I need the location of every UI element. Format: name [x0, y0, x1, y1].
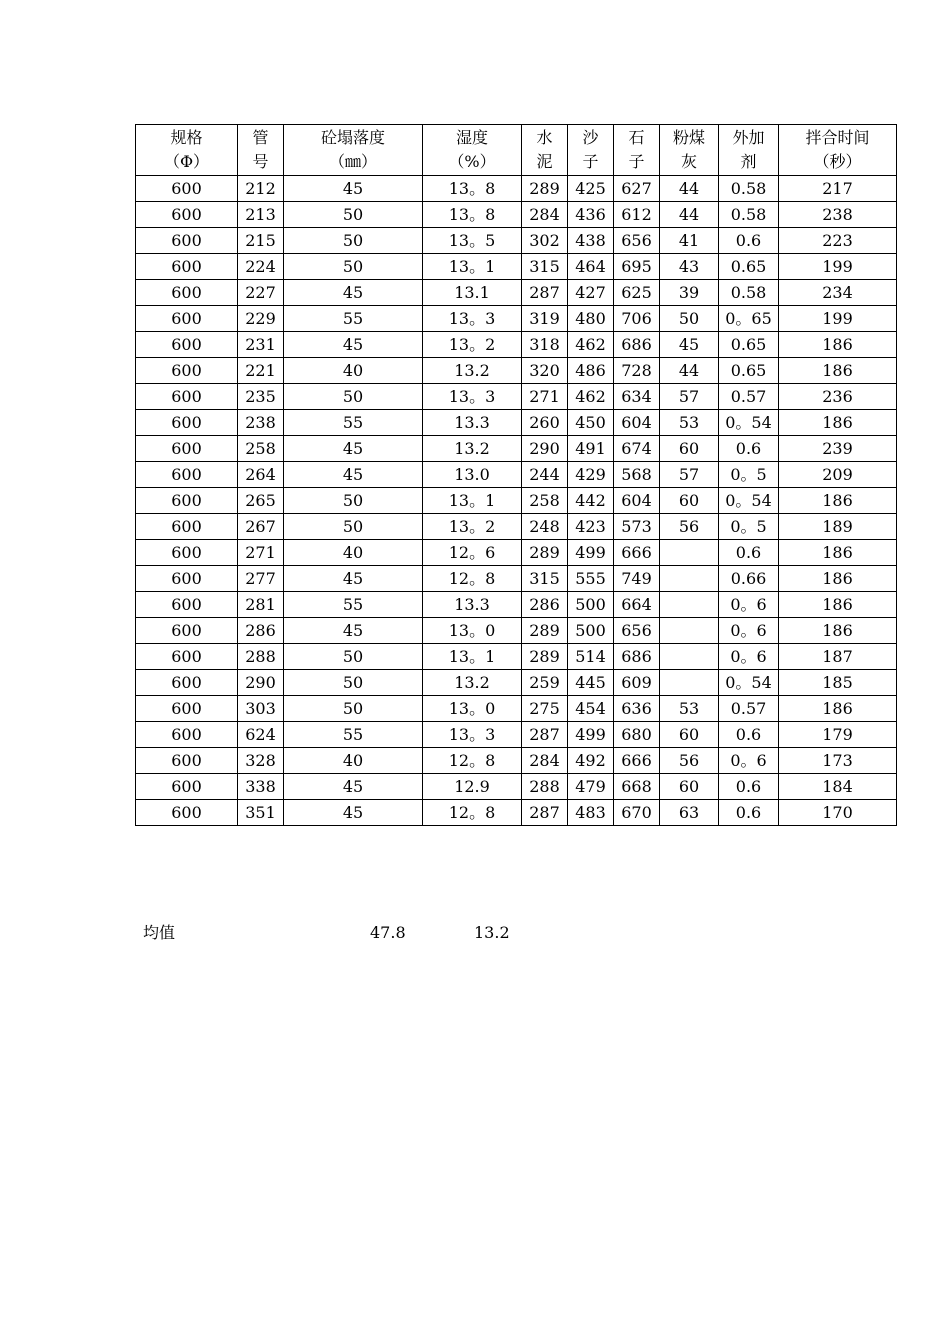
- cell-fly-ash: [660, 540, 719, 566]
- cell-pipe-no: 351: [238, 800, 284, 826]
- cell-humidity: 13.2: [423, 670, 522, 696]
- cell-mixing-time: 217: [779, 176, 897, 202]
- cell-cement: 248: [522, 514, 568, 540]
- cell-sand: 486: [568, 358, 614, 384]
- cell-slump: 50: [284, 696, 423, 722]
- table-row: [136, 384, 897, 410]
- table-row: [136, 176, 897, 202]
- cell-pipe-no: 271: [238, 540, 284, 566]
- cell-fly-ash: 53: [660, 410, 719, 436]
- cell-stone: 568: [614, 462, 660, 488]
- cell-admixture: 0.57: [719, 384, 779, 410]
- cell-humidity: 12.9: [423, 774, 522, 800]
- cell-pipe-no: 624: [238, 722, 284, 748]
- cell-spec: 600: [136, 332, 238, 358]
- cell-cement: 259: [522, 670, 568, 696]
- cell-pipe-no: 288: [238, 644, 284, 670]
- mix-data-table: [135, 124, 897, 826]
- cell-fly-ash: [660, 670, 719, 696]
- header-sand: 沙 子: [568, 125, 614, 176]
- cell-spec: 600: [136, 566, 238, 592]
- cell-cement: 290: [522, 436, 568, 462]
- cell-fly-ash: 44: [660, 176, 719, 202]
- cell-stone: 706: [614, 306, 660, 332]
- cell-admixture: 0.6: [719, 436, 779, 462]
- cell-slump: 45: [284, 800, 423, 826]
- cell-admixture: 0.66: [719, 566, 779, 592]
- header-admixture: 外加 剂: [719, 125, 779, 176]
- cell-sand: 499: [568, 540, 614, 566]
- cell-admixture: 0.6: [719, 774, 779, 800]
- average-humidity: 13.2: [474, 923, 510, 942]
- cell-stone: 656: [614, 618, 660, 644]
- cell-slump: 50: [284, 644, 423, 670]
- cell-stone: 656: [614, 228, 660, 254]
- cell-stone: 627: [614, 176, 660, 202]
- cell-fly-ash: 57: [660, 462, 719, 488]
- cell-stone: 612: [614, 202, 660, 228]
- cell-fly-ash: 53: [660, 696, 719, 722]
- cell-slump: 55: [284, 410, 423, 436]
- cell-pipe-no: 235: [238, 384, 284, 410]
- cell-fly-ash: [660, 644, 719, 670]
- cell-spec: 600: [136, 280, 238, 306]
- cell-mixing-time: 186: [779, 332, 897, 358]
- cell-spec: 600: [136, 254, 238, 280]
- cell-cement: 319: [522, 306, 568, 332]
- cell-mixing-time: 239: [779, 436, 897, 462]
- cell-slump: 45: [284, 436, 423, 462]
- cell-slump: 45: [284, 280, 423, 306]
- cell-pipe-no: 238: [238, 410, 284, 436]
- cell-spec: 600: [136, 722, 238, 748]
- cell-slump: 50: [284, 202, 423, 228]
- cell-slump: 50: [284, 384, 423, 410]
- average-row: [0, 920, 950, 946]
- cell-spec: 600: [136, 592, 238, 618]
- cell-slump: 40: [284, 748, 423, 774]
- cell-spec: 600: [136, 774, 238, 800]
- cell-pipe-no: 212: [238, 176, 284, 202]
- cell-admixture: 0。54: [719, 670, 779, 696]
- cell-humidity: 12。6: [423, 540, 522, 566]
- cell-mixing-time: 173: [779, 748, 897, 774]
- cell-mixing-time: 179: [779, 722, 897, 748]
- cell-humidity: 13.1: [423, 280, 522, 306]
- cell-cement: 284: [522, 748, 568, 774]
- header-stone: 石 子: [614, 125, 660, 176]
- table-row: [136, 540, 897, 566]
- header-slump: 砼塌落度 （㎜）: [284, 125, 423, 176]
- cell-cement: 315: [522, 566, 568, 592]
- cell-cement: 286: [522, 592, 568, 618]
- cell-stone: 604: [614, 488, 660, 514]
- cell-pipe-no: 286: [238, 618, 284, 644]
- table-row: [136, 592, 897, 618]
- cell-sand: 499: [568, 722, 614, 748]
- cell-admixture: 0.57: [719, 696, 779, 722]
- cell-admixture: 0。54: [719, 488, 779, 514]
- cell-spec: 600: [136, 228, 238, 254]
- table-row: [136, 566, 897, 592]
- cell-fly-ash: 56: [660, 748, 719, 774]
- cell-sand: 500: [568, 618, 614, 644]
- cell-stone: 674: [614, 436, 660, 462]
- cell-mixing-time: 238: [779, 202, 897, 228]
- cell-cement: 275: [522, 696, 568, 722]
- cell-fly-ash: [660, 618, 719, 644]
- cell-fly-ash: 56: [660, 514, 719, 540]
- table-row: [136, 514, 897, 540]
- header-pipe-no: 管 号: [238, 125, 284, 176]
- table-row: [136, 202, 897, 228]
- cell-spec: 600: [136, 384, 238, 410]
- cell-pipe-no: 221: [238, 358, 284, 384]
- cell-fly-ash: 60: [660, 722, 719, 748]
- cell-mixing-time: 189: [779, 514, 897, 540]
- cell-fly-ash: [660, 566, 719, 592]
- cell-spec: 600: [136, 514, 238, 540]
- cell-mixing-time: 209: [779, 462, 897, 488]
- cell-spec: 600: [136, 436, 238, 462]
- cell-mixing-time: 186: [779, 540, 897, 566]
- cell-fly-ash: 50: [660, 306, 719, 332]
- cell-humidity: 13。0: [423, 618, 522, 644]
- cell-humidity: 13.2: [423, 436, 522, 462]
- header-cement: 水 泥: [522, 125, 568, 176]
- cell-mixing-time: 185: [779, 670, 897, 696]
- cell-fly-ash: 60: [660, 436, 719, 462]
- cell-slump: 45: [284, 176, 423, 202]
- table-row: [136, 644, 897, 670]
- cell-cement: 287: [522, 722, 568, 748]
- cell-sand: 438: [568, 228, 614, 254]
- table-row: [136, 254, 897, 280]
- cell-cement: 289: [522, 618, 568, 644]
- cell-admixture: 0.65: [719, 332, 779, 358]
- cell-pipe-no: 231: [238, 332, 284, 358]
- cell-cement: 289: [522, 644, 568, 670]
- cell-mixing-time: 199: [779, 254, 897, 280]
- cell-fly-ash: 60: [660, 488, 719, 514]
- table-row: [136, 228, 897, 254]
- cell-mixing-time: 236: [779, 384, 897, 410]
- cell-mixing-time: 234: [779, 280, 897, 306]
- cell-spec: 600: [136, 540, 238, 566]
- cell-humidity: 13。1: [423, 488, 522, 514]
- cell-sand: 445: [568, 670, 614, 696]
- cell-stone: 573: [614, 514, 660, 540]
- cell-humidity: 13。5: [423, 228, 522, 254]
- cell-pipe-no: 290: [238, 670, 284, 696]
- cell-sand: 436: [568, 202, 614, 228]
- cell-pipe-no: 224: [238, 254, 284, 280]
- cell-spec: 600: [136, 358, 238, 384]
- cell-stone: 686: [614, 644, 660, 670]
- cell-stone: 664: [614, 592, 660, 618]
- cell-sand: 442: [568, 488, 614, 514]
- cell-spec: 600: [136, 618, 238, 644]
- cell-sand: 454: [568, 696, 614, 722]
- cell-pipe-no: 277: [238, 566, 284, 592]
- cell-spec: 600: [136, 800, 238, 826]
- table-row: [136, 358, 897, 384]
- cell-cement: 289: [522, 176, 568, 202]
- cell-humidity: 13。2: [423, 514, 522, 540]
- cell-humidity: 13。1: [423, 254, 522, 280]
- cell-cement: 320: [522, 358, 568, 384]
- table-row: [136, 332, 897, 358]
- cell-slump: 45: [284, 332, 423, 358]
- cell-pipe-no: 338: [238, 774, 284, 800]
- cell-cement: 260: [522, 410, 568, 436]
- cell-fly-ash: 44: [660, 358, 719, 384]
- cell-stone: 604: [614, 410, 660, 436]
- cell-slump: 50: [284, 228, 423, 254]
- table-header: [136, 125, 897, 176]
- cell-humidity: 12。8: [423, 800, 522, 826]
- cell-cement: 288: [522, 774, 568, 800]
- cell-admixture: 0。65: [719, 306, 779, 332]
- cell-sand: 464: [568, 254, 614, 280]
- cell-cement: 289: [522, 540, 568, 566]
- cell-humidity: 13。3: [423, 306, 522, 332]
- cell-mixing-time: 199: [779, 306, 897, 332]
- table-row: [136, 488, 897, 514]
- cell-admixture: 0.6: [719, 800, 779, 826]
- cell-humidity: 12。8: [423, 566, 522, 592]
- cell-cement: 318: [522, 332, 568, 358]
- table-row: [136, 436, 897, 462]
- average-slump: 47.8: [370, 923, 406, 942]
- header-humidity: 湿度 （%）: [423, 125, 522, 176]
- cell-admixture: 0。5: [719, 462, 779, 488]
- table-row: [136, 410, 897, 436]
- cell-cement: 258: [522, 488, 568, 514]
- cell-sand: 462: [568, 332, 614, 358]
- cell-pipe-no: 215: [238, 228, 284, 254]
- cell-stone: 749: [614, 566, 660, 592]
- cell-sand: 492: [568, 748, 614, 774]
- table-row: [136, 618, 897, 644]
- cell-sand: 425: [568, 176, 614, 202]
- cell-pipe-no: 213: [238, 202, 284, 228]
- table-row: [136, 306, 897, 332]
- cell-slump: 50: [284, 488, 423, 514]
- cell-mixing-time: 223: [779, 228, 897, 254]
- cell-humidity: 13.3: [423, 592, 522, 618]
- cell-fly-ash: 39: [660, 280, 719, 306]
- cell-mixing-time: 184: [779, 774, 897, 800]
- cell-pipe-no: 227: [238, 280, 284, 306]
- cell-admixture: 0。6: [719, 618, 779, 644]
- cell-pipe-no: 267: [238, 514, 284, 540]
- table-body: [136, 176, 897, 826]
- cell-admixture: 0.58: [719, 202, 779, 228]
- cell-stone: 686: [614, 332, 660, 358]
- cell-humidity: 13.0: [423, 462, 522, 488]
- cell-humidity: 13。3: [423, 722, 522, 748]
- cell-stone: 666: [614, 540, 660, 566]
- cell-fly-ash: 45: [660, 332, 719, 358]
- cell-spec: 600: [136, 462, 238, 488]
- cell-fly-ash: 60: [660, 774, 719, 800]
- cell-humidity: 13。2: [423, 332, 522, 358]
- cell-stone: 634: [614, 384, 660, 410]
- cell-mixing-time: 186: [779, 592, 897, 618]
- cell-stone: 609: [614, 670, 660, 696]
- cell-spec: 600: [136, 410, 238, 436]
- cell-pipe-no: 229: [238, 306, 284, 332]
- cell-humidity: 12。8: [423, 748, 522, 774]
- cell-sand: 555: [568, 566, 614, 592]
- cell-humidity: 13。8: [423, 176, 522, 202]
- cell-sand: 429: [568, 462, 614, 488]
- table-row: [136, 722, 897, 748]
- cell-admixture: 0.6: [719, 540, 779, 566]
- cell-cement: 302: [522, 228, 568, 254]
- cell-slump: 50: [284, 670, 423, 696]
- cell-mixing-time: 186: [779, 696, 897, 722]
- cell-fly-ash: 43: [660, 254, 719, 280]
- cell-stone: 680: [614, 722, 660, 748]
- cell-slump: 45: [284, 462, 423, 488]
- cell-sand: 462: [568, 384, 614, 410]
- cell-mixing-time: 170: [779, 800, 897, 826]
- header-row: [136, 125, 897, 176]
- cell-cement: 287: [522, 280, 568, 306]
- cell-stone: 625: [614, 280, 660, 306]
- cell-spec: 600: [136, 670, 238, 696]
- cell-spec: 600: [136, 748, 238, 774]
- cell-slump: 45: [284, 774, 423, 800]
- cell-fly-ash: 44: [660, 202, 719, 228]
- cell-admixture: 0.6: [719, 722, 779, 748]
- cell-sand: 450: [568, 410, 614, 436]
- cell-fly-ash: 63: [660, 800, 719, 826]
- cell-humidity: 13。0: [423, 696, 522, 722]
- cell-slump: 55: [284, 306, 423, 332]
- cell-sand: 427: [568, 280, 614, 306]
- cell-sand: 514: [568, 644, 614, 670]
- cell-slump: 55: [284, 592, 423, 618]
- cell-cement: 284: [522, 202, 568, 228]
- cell-pipe-no: 328: [238, 748, 284, 774]
- cell-mixing-time: 186: [779, 358, 897, 384]
- cell-admixture: 0.65: [719, 254, 779, 280]
- cell-sand: 483: [568, 800, 614, 826]
- cell-admixture: 0.58: [719, 176, 779, 202]
- cell-mixing-time: 186: [779, 566, 897, 592]
- cell-sand: 480: [568, 306, 614, 332]
- table-row: [136, 280, 897, 306]
- cell-spec: 600: [136, 696, 238, 722]
- cell-spec: 600: [136, 176, 238, 202]
- cell-slump: 40: [284, 358, 423, 384]
- cell-sand: 423: [568, 514, 614, 540]
- cell-spec: 600: [136, 202, 238, 228]
- header-mixing-time: 拌合时间 （秒）: [779, 125, 897, 176]
- cell-spec: 600: [136, 306, 238, 332]
- cell-mixing-time: 186: [779, 488, 897, 514]
- cell-sand: 491: [568, 436, 614, 462]
- cell-sand: 500: [568, 592, 614, 618]
- cell-admixture: 0.65: [719, 358, 779, 384]
- cell-humidity: 13。3: [423, 384, 522, 410]
- cell-admixture: 0.58: [719, 280, 779, 306]
- cell-slump: 40: [284, 540, 423, 566]
- table-row: [136, 774, 897, 800]
- cell-slump: 45: [284, 618, 423, 644]
- cell-fly-ash: 41: [660, 228, 719, 254]
- cell-stone: 695: [614, 254, 660, 280]
- cell-cement: 244: [522, 462, 568, 488]
- cell-cement: 315: [522, 254, 568, 280]
- cell-admixture: 0。6: [719, 644, 779, 670]
- cell-pipe-no: 281: [238, 592, 284, 618]
- cell-stone: 670: [614, 800, 660, 826]
- cell-fly-ash: 57: [660, 384, 719, 410]
- cell-cement: 271: [522, 384, 568, 410]
- cell-humidity: 13。1: [423, 644, 522, 670]
- cell-stone: 666: [614, 748, 660, 774]
- table-row: [136, 800, 897, 826]
- cell-pipe-no: 265: [238, 488, 284, 514]
- cell-admixture: 0。6: [719, 748, 779, 774]
- cell-humidity: 13。8: [423, 202, 522, 228]
- cell-stone: 636: [614, 696, 660, 722]
- table-row: [136, 696, 897, 722]
- table-row: [136, 462, 897, 488]
- cell-slump: 55: [284, 722, 423, 748]
- cell-fly-ash: [660, 592, 719, 618]
- cell-spec: 600: [136, 644, 238, 670]
- cell-stone: 668: [614, 774, 660, 800]
- cell-admixture: 0。5: [719, 514, 779, 540]
- cell-mixing-time: 186: [779, 410, 897, 436]
- average-label: 均值: [143, 923, 176, 942]
- cell-mixing-time: 187: [779, 644, 897, 670]
- cell-mixing-time: 186: [779, 618, 897, 644]
- cell-pipe-no: 264: [238, 462, 284, 488]
- cell-stone: 728: [614, 358, 660, 384]
- header-fly-ash: 粉煤 灰: [660, 125, 719, 176]
- header-spec: 规格 （Φ）: [136, 125, 238, 176]
- cell-spec: 600: [136, 488, 238, 514]
- cell-admixture: 0.6: [719, 228, 779, 254]
- cell-humidity: 13.3: [423, 410, 522, 436]
- cell-pipe-no: 258: [238, 436, 284, 462]
- cell-sand: 479: [568, 774, 614, 800]
- table-row: [136, 748, 897, 774]
- cell-slump: 50: [284, 254, 423, 280]
- cell-cement: 287: [522, 800, 568, 826]
- cell-admixture: 0。54: [719, 410, 779, 436]
- cell-slump: 45: [284, 566, 423, 592]
- cell-admixture: 0。6: [719, 592, 779, 618]
- cell-pipe-no: 303: [238, 696, 284, 722]
- cell-slump: 50: [284, 514, 423, 540]
- cell-humidity: 13.2: [423, 358, 522, 384]
- table-row: [136, 670, 897, 696]
